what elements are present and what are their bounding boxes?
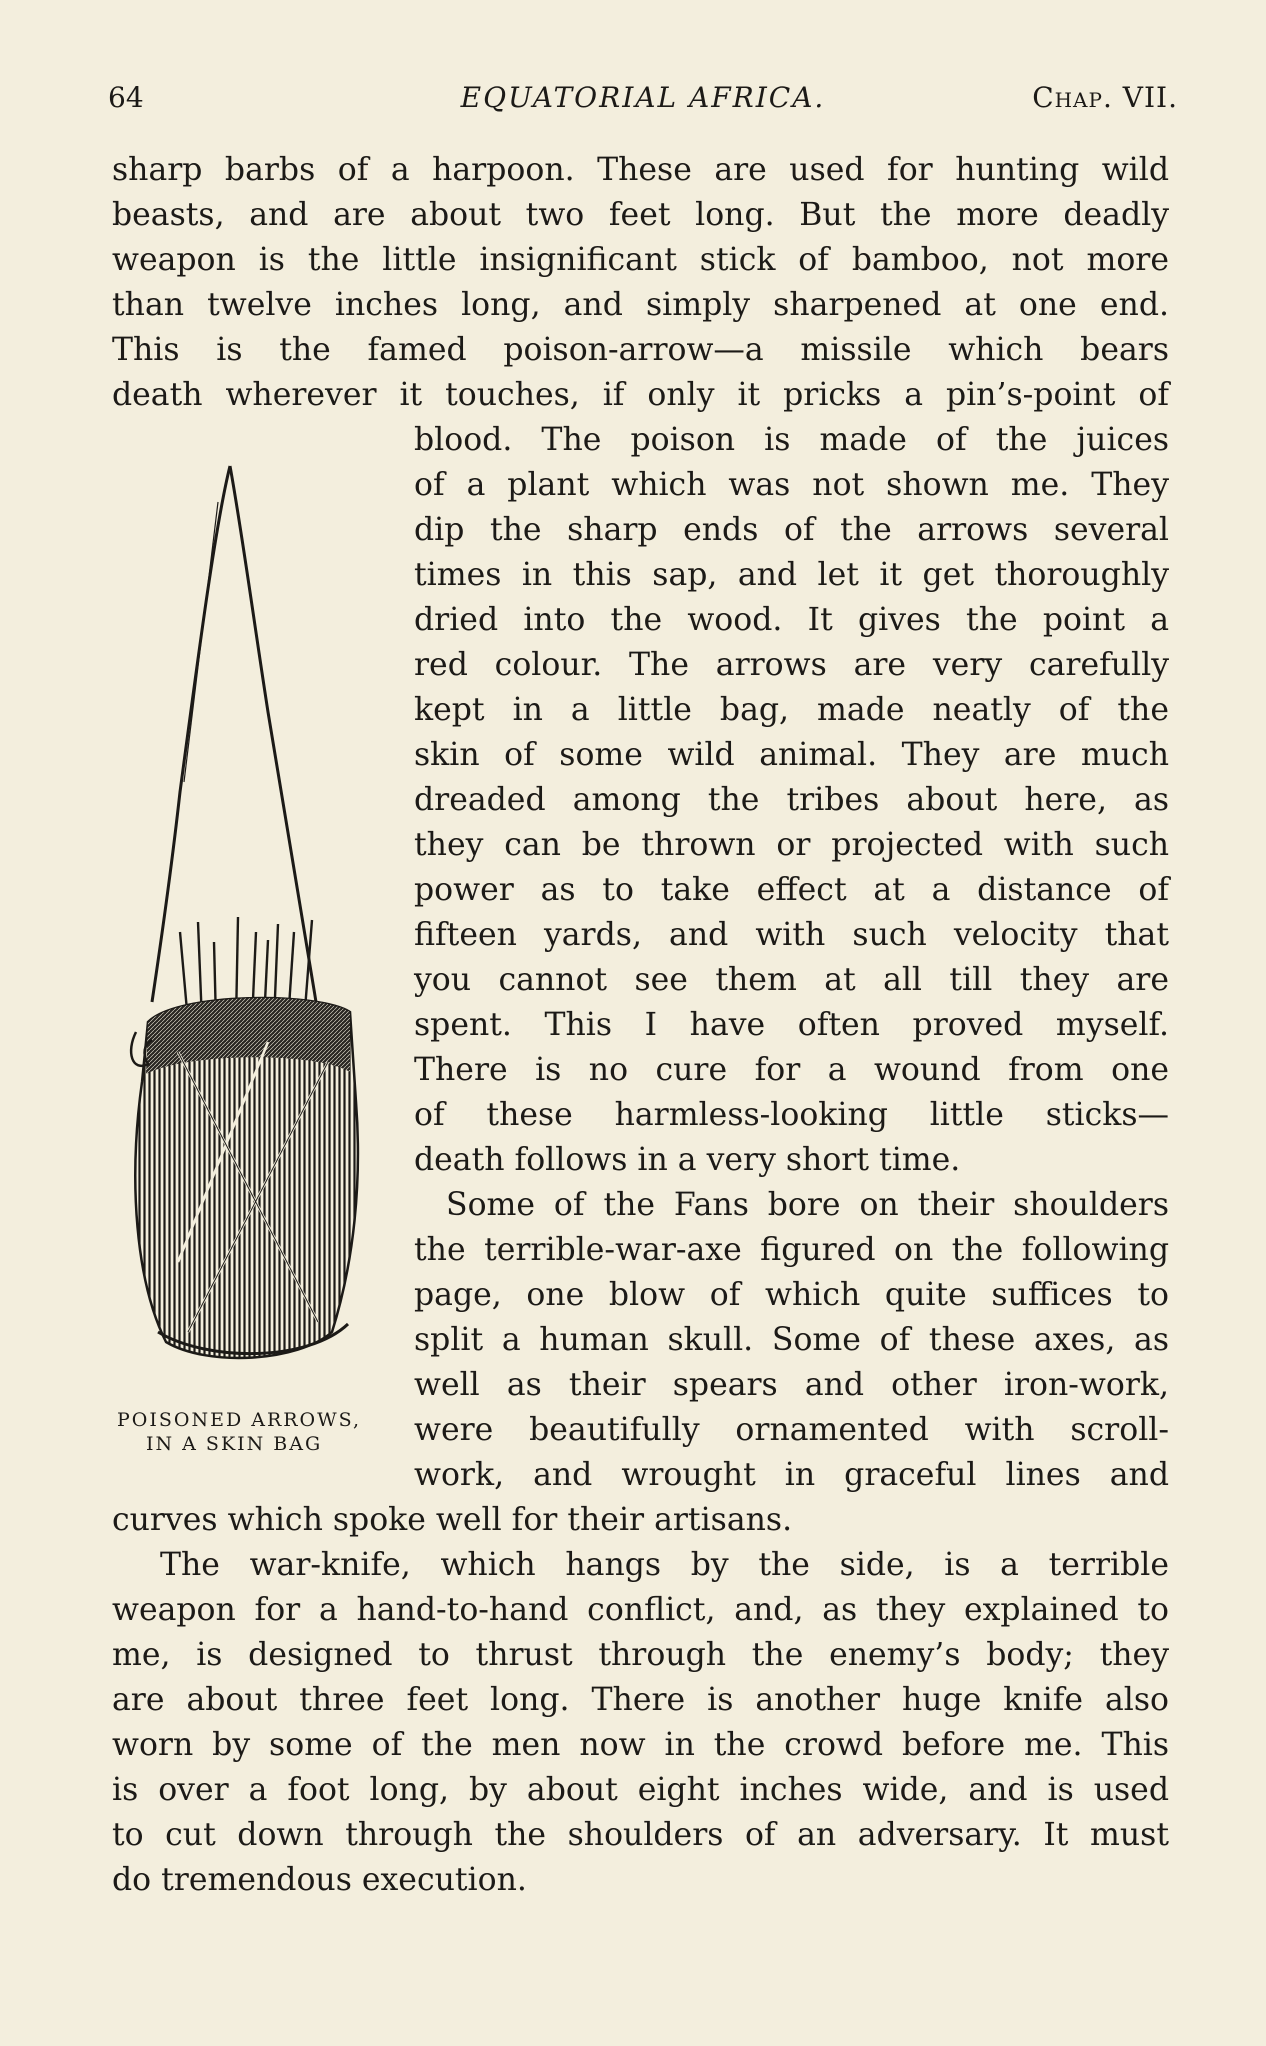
text-line: beasts, and are about two feet long. But the more deadly	[112, 197, 1169, 233]
text-line: weapon for a hand-to-hand conflict, and, as they explained to	[112, 1592, 1169, 1628]
figure-caption-line1: POISONED ARROWS,	[117, 1409, 362, 1431]
text-line: There is no cure for a wound from one	[414, 1052, 1169, 1088]
text-line: they can be thrown or projected with such	[414, 827, 1169, 863]
text-line: kept in a little bag, made neatly of the	[414, 692, 1169, 728]
text-line: of these harmless-looking little sticks—	[414, 1097, 1169, 1133]
text-line: dreaded among the tribes about here, as	[414, 782, 1169, 818]
text-line: work, and wrought in graceful lines and	[414, 1457, 1169, 1493]
text-line: death wherever it touches, if only it pricks a pin’s-point of	[112, 377, 1169, 413]
text-line: curves which spoke well for their artisans.	[112, 1502, 793, 1538]
running-title: EQUATORIAL AFRICA.	[460, 81, 826, 114]
page-number: 64	[108, 81, 144, 114]
text-line: blood. The poison is made of the juices	[414, 422, 1169, 458]
text-line: me, is designed to thrust through the enemy’s body; they	[112, 1637, 1169, 1673]
text-line: times in this sap, and let it get thoroughly	[414, 557, 1169, 593]
running-header	[108, 78, 1178, 118]
text-line: weapon is the little insignificant stick of bamboo, not more	[112, 242, 1169, 278]
text-line: is over a foot long, by about eight inches wide, and is used	[112, 1772, 1169, 1808]
arrow-bag-illustration	[118, 462, 388, 1392]
text-line: the terrible-war-axe figured on the following	[414, 1232, 1169, 1268]
figure-caption-line2: IN A SKIN BAG	[146, 1433, 323, 1455]
text-line: page, one blow of which quite suffices to	[414, 1277, 1169, 1313]
text-line: than twelve inches long, and simply sharpened at one end.	[112, 287, 1169, 323]
text-line: to cut down through the shoulders of an adversary. It must	[112, 1817, 1169, 1853]
text-line: This is the famed poison-arrow—a missile which bears	[112, 332, 1169, 368]
text-line: sharp barbs of a harpoon. These are used for hunting wild	[112, 152, 1169, 188]
text-line: are about three feet long. There is another huge knife also	[112, 1682, 1169, 1718]
text-line: of a plant which was not shown me. They	[414, 467, 1169, 503]
text-line: you cannot see them at all till they are	[414, 962, 1169, 998]
text-line: fifteen yards, and with such velocity that	[414, 917, 1169, 953]
bag-strap	[152, 466, 316, 1002]
text-line: power as to take effect at a distance of	[414, 872, 1169, 908]
text-line: split a human skull. Some of these axes, as	[414, 1322, 1169, 1358]
text-line: death follows in a very short time.	[414, 1142, 961, 1178]
text-line: spent. This I have often proved myself.	[414, 1007, 1169, 1043]
text-line: dip the sharp ends of the arrows several	[414, 512, 1169, 548]
paragraph-first-line: The war-knife, which hangs by the side, is a terrible	[160, 1547, 1169, 1583]
paragraph-first-line: Some of the Fans bore on their shoulders	[446, 1187, 1169, 1223]
text-line: dried into the wood. It gives the point a	[414, 602, 1169, 638]
text-line: worn by some of the men now in the crowd before me. This	[112, 1727, 1169, 1763]
chapter-label: Chap. VII.	[1032, 81, 1178, 114]
text-line: red colour. The arrows are very carefully	[414, 647, 1169, 683]
text-line: were beautifully ornamented with scroll-	[414, 1412, 1169, 1448]
text-line: do tremendous execution.	[112, 1862, 527, 1898]
text-line: well as their spears and other iron-work,	[414, 1367, 1169, 1403]
text-line: skin of some wild animal. They are much	[414, 737, 1169, 773]
